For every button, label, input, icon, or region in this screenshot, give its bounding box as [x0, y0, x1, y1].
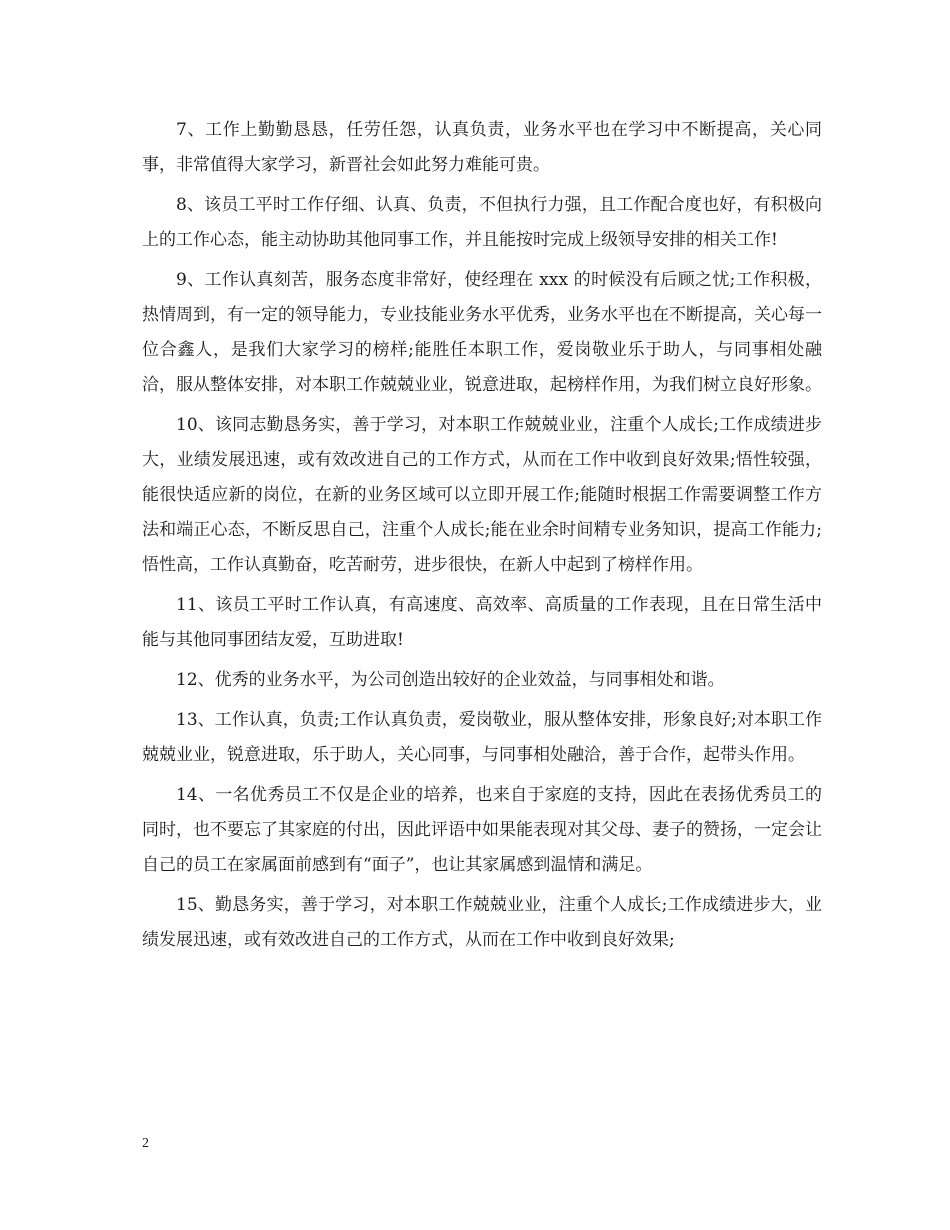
- paragraph-14: 14、一名优秀员工不仅是企业的培养，也来自于家庭的支持，因此在表扬优秀员工的同时，也不要忘了其家庭的付出，因此评语中如果能表现对其父母、妻子的赞扬，一定会让自己的员工在家属面前感到有“面子”，也让其家属感到温情和满足。: [142, 785, 822, 875]
- page-number: 2: [142, 1136, 149, 1151]
- document-body: [142, 113, 822, 963]
- paragraph-15: 15、勤恳务实，善于学习，对本职工作兢兢业业，注重个人成长;工作成绩进步大，业绩发展迅速，或有效改进自己的工作方式，从而在工作中收到良好效果;: [142, 895, 822, 950]
- paragraph-12: 12、优秀的业务水平，为公司创造出较好的企业效益，与同事相处和谐。: [176, 670, 725, 690]
- paragraph-11: 11、该员工平时工作认真，有高速度、高效率、高质量的工作表现，且在日常生活中能与其他同事团结友爱，互助进取!: [142, 595, 822, 650]
- paragraph-13: 13、工作认真，负责;工作认真负责，爱岗敬业，服从整体安排，形象良好;对本职工作兢兢业业，锐意进取，乐于助人，关心同事，与同事相处融洽，善于合作，起带头作用。: [142, 710, 822, 765]
- paragraph-10: 10、该同志勤恳务实，善于学习，对本职工作兢兢业业，注重个人成长;工作成绩进步大，业绩发展迅速，或有效改进自己的工作方式，从而在工作中收到良好效果;悟性较强，能很快适应新的岗位，在新的业务区域可以立即开展工作;能随时根据工作需要调整工作方法和端正心态，不断反思自己，注重个人成长;能在业余时间精专业务知识，提高工作能力;悟性高，工作认真勤奋，吃苦耐劳，进步很快，在新人中起到了榜样作用。: [142, 415, 822, 575]
- paragraph-8: 8、该员工平时工作仔细、认真、负责，不但执行力强，且工作配合度也好，有积极向上的工作心态，能主动协助其他同事工作，并且能按时完成上级领导安排的相关工作!: [142, 195, 822, 250]
- paragraph-9: 9、工作认真刻苦，服务态度非常好，使经理在 xxx 的时候没有后顾之忧;工作积极，热情周到，有一定的领导能力，专业技能业务水平优秀，业务水平也在不断提高，关心每一位合鑫人，是我们大家学习的榜样;能胜任本职工作，爱岗敬业乐于助人，与同事相处融洽，服从整体安排，对本职工作兢兢业业，锐意进取，起榜样作用，为我们树立良好形象。: [142, 270, 822, 395]
- paragraph-7: 7、工作上勤勤恳恳，任劳任怨，认真负责，业务水平也在学习中不断提高，关心同事，非常值得大家学习，新晋社会如此努力难能可贵。: [142, 120, 822, 175]
